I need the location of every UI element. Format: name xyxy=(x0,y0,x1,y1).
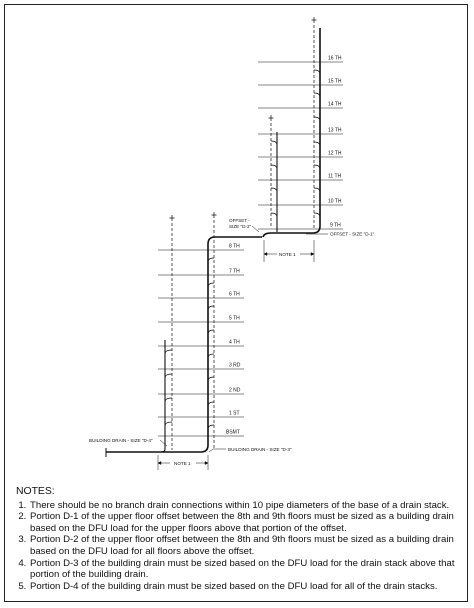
floor-label-2: 2 ND xyxy=(229,387,241,394)
offset-d2-label-line1: OFFSET - xyxy=(229,218,250,223)
floor-label-3: 3 RD xyxy=(229,362,241,369)
upper-floor-labels xyxy=(328,56,342,229)
note-item-2: 2. Portion D-1 of the upper floor offset between the 8th and 9th floors must be sized as a building drain based on the DFU load for the upper floors above that portion of the offset. xyxy=(29,511,456,534)
floor-label-10: 10 TH xyxy=(328,198,342,205)
note-item-4: 4. Portion D-3 of the building drain must be sized based on the DFU load for the drain stack above that portion of the building drain. xyxy=(29,558,456,581)
lower-note1-label: NOTE 1 xyxy=(174,461,191,466)
upper-drain-stack xyxy=(263,28,320,237)
notes-list xyxy=(16,500,456,593)
offset-d1-label: OFFSET - SIZE "D-1" xyxy=(330,231,375,237)
floor-label-16: 16 TH xyxy=(328,55,342,62)
note-item-3: 3. Portion D-2 of the upper floor offset between the 8th and 9th floors must be sized as a building drain based on the DFU load for all floors above the offset. xyxy=(29,534,456,557)
floor-label-bsmt: BSMT xyxy=(226,429,240,436)
building-drain-d3-label: BUILDING DRAIN - SIZE "D-3" xyxy=(228,447,292,452)
floor-label-12: 12 TH xyxy=(328,150,342,157)
floor-label-7: 7 TH xyxy=(229,268,240,275)
note-item-5: 5. Portion D-4 of the building drain must be sized based on the DFU load for all of the drain stacks. xyxy=(29,581,456,593)
building-drain-d4-label: BUILDING DRAIN - SIZE "D-4" xyxy=(89,438,153,443)
notes-title: NOTES: xyxy=(16,486,55,497)
building-drain-callouts xyxy=(89,438,292,452)
offset-d2-label-line2: SIZE "D-2" xyxy=(229,224,252,229)
note-item-1: 1. There should be no branch drain connections within 10 pipe diameters of the base of a drain stack. xyxy=(29,500,456,512)
floor-label-5: 5 TH xyxy=(229,315,240,322)
lower-floor-labels xyxy=(226,244,241,436)
upper-note1-dimension xyxy=(264,240,314,262)
upper-note1-label: NOTE 1 xyxy=(279,252,296,257)
floor-label-4: 4 TH xyxy=(229,339,240,346)
floor-label-8: 8 TH xyxy=(229,243,240,250)
upper-branch-connections xyxy=(271,70,320,217)
floor-label-6: 6 TH xyxy=(229,291,240,298)
notes-section xyxy=(16,486,456,592)
building-drain-leaders xyxy=(160,440,226,452)
building-drain xyxy=(106,445,208,457)
floor-label-13: 13 TH xyxy=(328,127,342,134)
floor-label-11: 11 TH xyxy=(328,173,342,180)
floor-label-15: 15 TH xyxy=(328,78,342,85)
floor-label-1: 1 ST xyxy=(229,410,240,417)
lower-branch-connections xyxy=(165,258,214,429)
floor-label-9: 9 TH xyxy=(330,222,341,229)
floor-label-14: 14 TH xyxy=(328,101,342,108)
upper-vent-stack xyxy=(269,17,317,228)
